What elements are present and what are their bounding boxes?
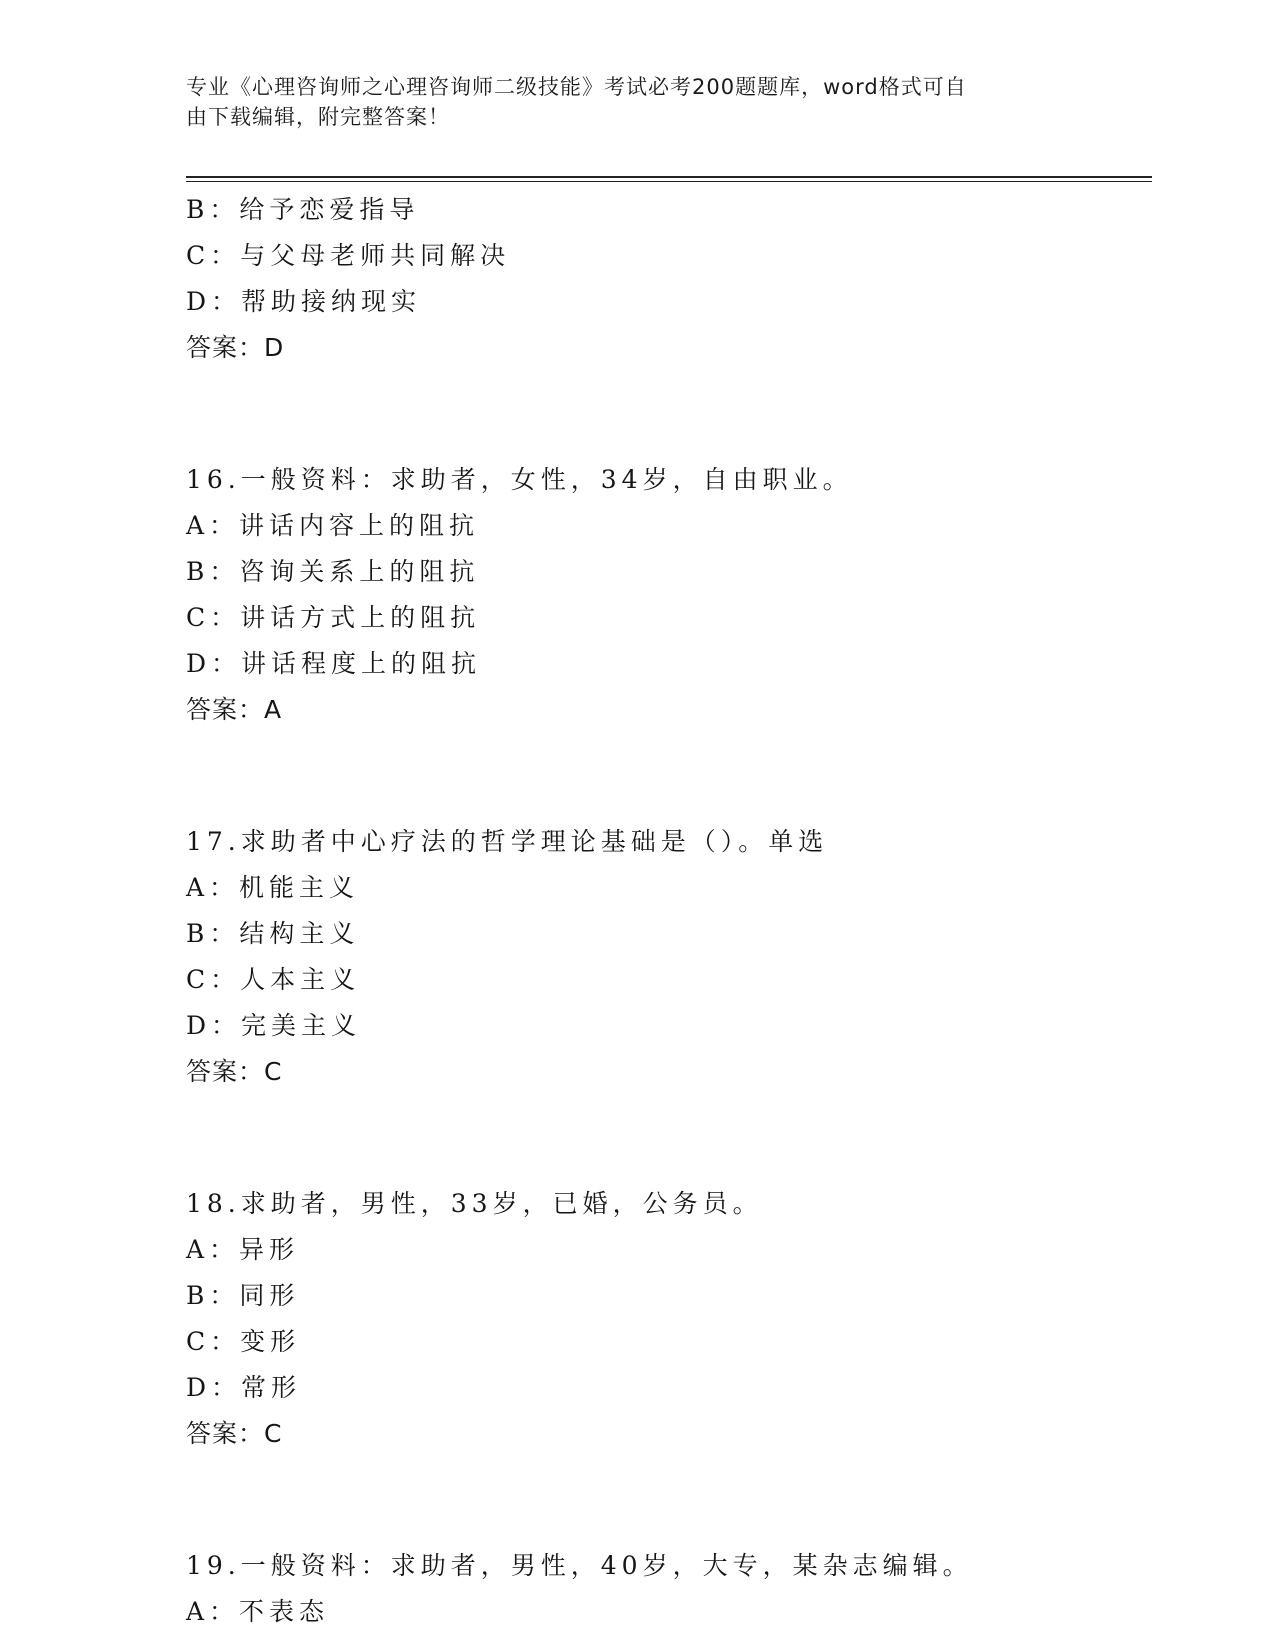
- option-a: A：讲话内容上的阻抗: [186, 511, 480, 540]
- spacer: [186, 1095, 1146, 1181]
- question-stem: 19.一般资料：求助者，男性，40岁，大专，某杂志编辑。: [186, 1551, 973, 1580]
- header-rule-thin: [186, 181, 1152, 182]
- option-a: A：不表态: [186, 1597, 330, 1626]
- option-d: D：常形: [186, 1373, 302, 1402]
- question-stem: 16.一般资料：求助者，女性，34岁，自由职业。: [186, 465, 853, 494]
- option-c: C：变形: [186, 1327, 301, 1356]
- question-block-15-continued: [186, 187, 1146, 371]
- option-a: A：异形: [186, 1235, 300, 1264]
- option-c: C：讲话方式上的阻抗: [186, 603, 481, 632]
- spacer: [186, 371, 1146, 457]
- option-b: B：同形: [186, 1281, 300, 1310]
- question-block-19: [186, 1543, 1146, 1635]
- question-block-17: [186, 819, 1146, 1095]
- answer-line: 答案：D: [186, 333, 285, 362]
- option-b: B：给予恋爱指导: [186, 195, 420, 224]
- header-line-1: 专业《心理咨询师之心理咨询师二级技能》考试必考200题题库，word格式可自: [186, 75, 967, 99]
- option-d: D：完美主义: [186, 1011, 362, 1040]
- option-a: A：机能主义: [186, 873, 360, 902]
- question-block-16: [186, 457, 1146, 733]
- answer-line: 答案：A: [186, 695, 283, 724]
- option-c: C：人本主义: [186, 965, 361, 994]
- option-d: D：讲话程度上的阻抗: [186, 649, 482, 678]
- option-c: C：与父母老师共同解决: [186, 241, 511, 270]
- spacer: [186, 1457, 1146, 1543]
- question-stem: 18.求助者，男性，33岁，已婚，公务员。: [186, 1189, 763, 1218]
- answer-line: 答案：C: [186, 1057, 283, 1086]
- question-block-18: [186, 1181, 1146, 1457]
- header-rule-thick: [186, 176, 1152, 178]
- option-b: B：咨询关系上的阻抗: [186, 557, 480, 586]
- document-header: [186, 72, 1066, 132]
- question-body: [186, 187, 1146, 1635]
- question-stem: 17.求助者中心疗法的哲学理论基础是（）。单选: [186, 827, 829, 856]
- header-line-2: 由下载编辑，附完整答案！: [186, 105, 450, 129]
- answer-line: 答案：C: [186, 1419, 283, 1448]
- option-b: B：结构主义: [186, 919, 360, 948]
- spacer: [186, 733, 1146, 819]
- option-d: D：帮助接纳现实: [186, 287, 422, 316]
